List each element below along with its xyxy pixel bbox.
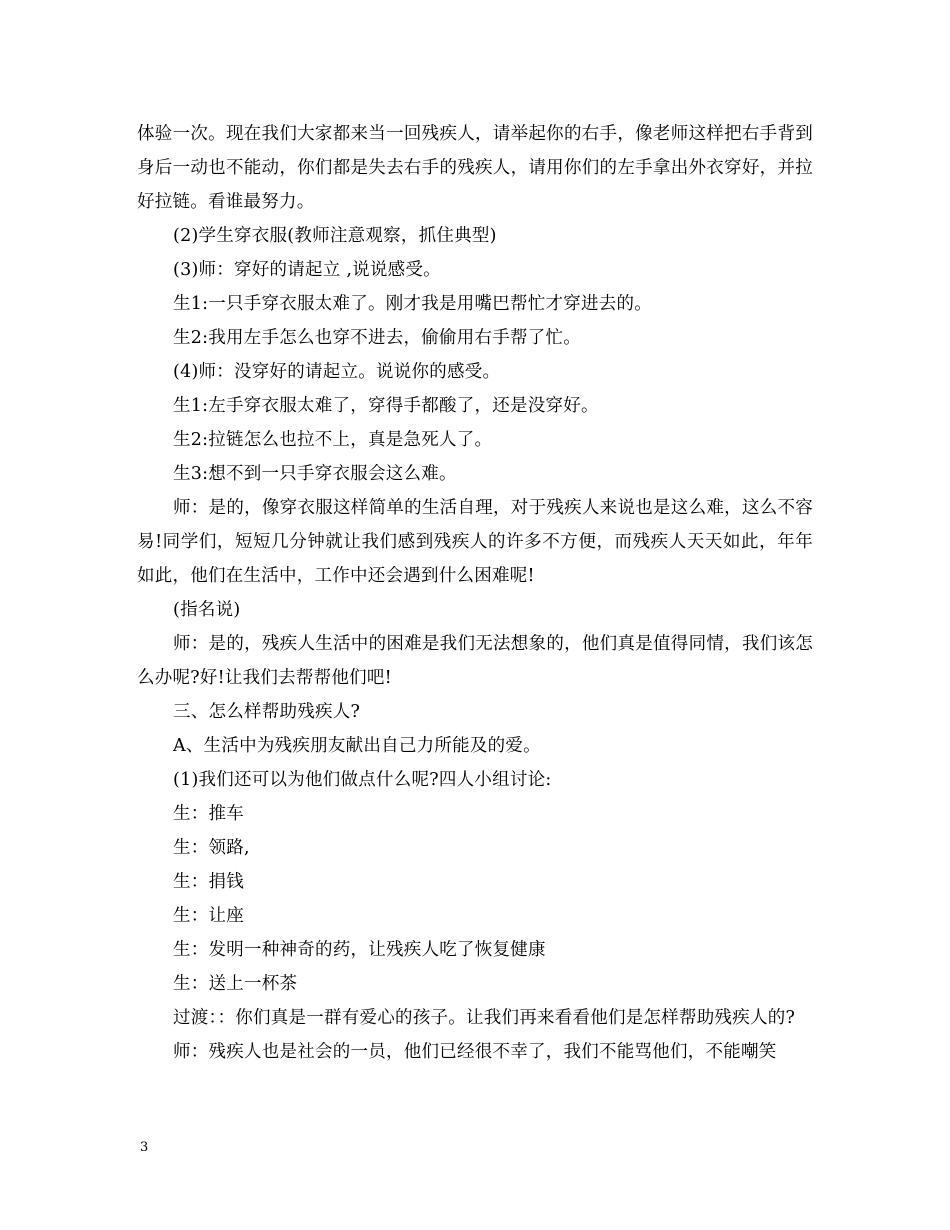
paragraph: 生：领路,	[173, 838, 250, 858]
paragraph: (指名说)	[173, 600, 241, 620]
paragraph: (3)师：穿好的请起立 ,说说感受。	[173, 260, 441, 280]
paragraph: 生2:我用左手怎么也穿不进去，偷偷用右手帮了忙。	[173, 328, 582, 348]
paragraph: (4)师：没穿好的请起立。说说你的感受。	[173, 362, 501, 382]
paragraph: 体验一次。现在我们大家都来当一回残疾人，请举起你的右手，像老师这样把右手背到身后一动也不能动，你们都是失去右手的残疾人，请用你们的左手拿出外衣穿好，并拉好拉链。看谁最努力。	[137, 124, 813, 212]
paragraph: 生2:拉链怎么也拉不上，真是急死人了。	[173, 430, 493, 450]
paragraph: A、生活中为残疾朋友献出自己力所能及的爱。	[173, 736, 541, 756]
paragraph: 师：是的，残疾人生活中的困难是我们无法想象的，他们真是值得同情，我们该怎么办呢?好!让我们去帮帮他们吧!	[137, 634, 813, 688]
paragraph: 生1:一只手穿衣服太难了。刚才我是用嘴巴帮忙才穿进去的。	[173, 294, 653, 314]
paragraph: 师：是的，像穿衣服这样简单的生活自理，对于残疾人来说也是这么难，这么不容易!同学们，短短几分钟就让我们感到残疾人的许多不方便，而残疾人天天如此，年年如此，他们在生活中，工作中还会遇到什么困难呢!	[137, 498, 813, 586]
section-heading: 三、怎么样帮助残疾人?	[173, 702, 361, 722]
paragraph: 生3:想不到一只手穿衣服会这么难。	[173, 464, 457, 484]
paragraph: 过渡：：你们真是一群有爱心的孩子。让我们再来看看他们是怎样帮助残疾人的?	[173, 1008, 796, 1028]
paragraph: 生：让座	[173, 906, 244, 926]
paragraph: 师：残疾人也是社会的一员，他们已经很不幸了，我们不能骂他们，不能嘲笑	[173, 1042, 777, 1062]
paragraph: 生：推车	[173, 804, 244, 824]
paragraph: 生：送上一杯茶	[173, 974, 298, 994]
paragraph: (2)学生穿衣服(教师注意观察，抓住典型)	[173, 226, 497, 246]
paragraph: 生：捐钱	[173, 872, 244, 892]
paragraph: 生：发明一种神奇的药，让残疾人吃了恢复健康	[173, 940, 546, 960]
paragraph: (1)我们还可以为他们做点什么呢?四人小组讨论:	[173, 770, 552, 790]
page-number: 3	[140, 1140, 149, 1155]
paragraph: 生1:左手穿衣服太难了，穿得手都酸了，还是没穿好。	[173, 396, 599, 416]
body-text	[137, 117, 813, 1069]
